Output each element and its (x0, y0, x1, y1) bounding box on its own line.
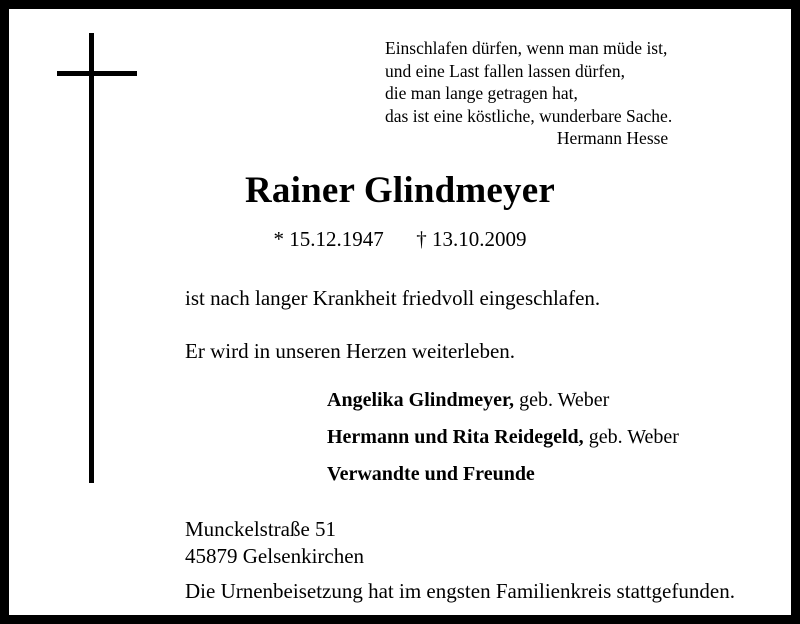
statement-remembrance: Er wird in unseren Herzen weiterleben. (185, 339, 516, 363)
verse-author: Hermann Hesse (556, 128, 669, 148)
closing-note: Die Urnenbeisetzung hat im engsten Familienkreis stattgefunden. (185, 579, 735, 603)
verse-line-1: Einschlafen dürfen, wenn man müde ist, (385, 38, 668, 58)
verse-block (385, 37, 672, 150)
life-dates (9, 227, 791, 252)
mourner-name: Hermann und Rita Reidegeld, (327, 426, 584, 448)
address-block (185, 516, 364, 570)
deceased-name: Rainer Glindmeyer (245, 170, 555, 211)
address-street: Munckelstraße 51 (185, 517, 337, 541)
death-date: 13.10.2009 (432, 227, 527, 251)
list-item (327, 386, 679, 414)
birth-date: 15.12.1947 (289, 227, 384, 251)
list-item (327, 460, 679, 488)
cross-icon (57, 33, 137, 483)
address-city: 45879 Gelsenkirchen (185, 544, 365, 568)
cross-vertical-bar (89, 33, 94, 483)
cross-horizontal-bar (57, 71, 137, 76)
verse-line-2: und eine Last fallen lassen dürfen, (385, 60, 626, 81)
verse-line-4: das ist eine köstliche, wunderbare Sache. (385, 105, 673, 126)
verse-line-3: die man lange getragen hat, (385, 83, 578, 103)
obituary-card (9, 9, 791, 615)
mourner-suffix: geb. Weber (583, 426, 679, 448)
statement-illness: ist nach langer Krankheit friedvoll eingeschlafen. (185, 286, 601, 310)
mourner-name: Angelika Glindmeyer, (327, 389, 515, 411)
list-item (327, 423, 679, 451)
mourner-name: Verwandte und Freunde (327, 463, 535, 485)
birth-symbol: * (273, 227, 284, 251)
mourner-suffix: geb. Weber (514, 389, 610, 411)
mourners-list (327, 386, 679, 497)
death-symbol: † (416, 227, 427, 251)
